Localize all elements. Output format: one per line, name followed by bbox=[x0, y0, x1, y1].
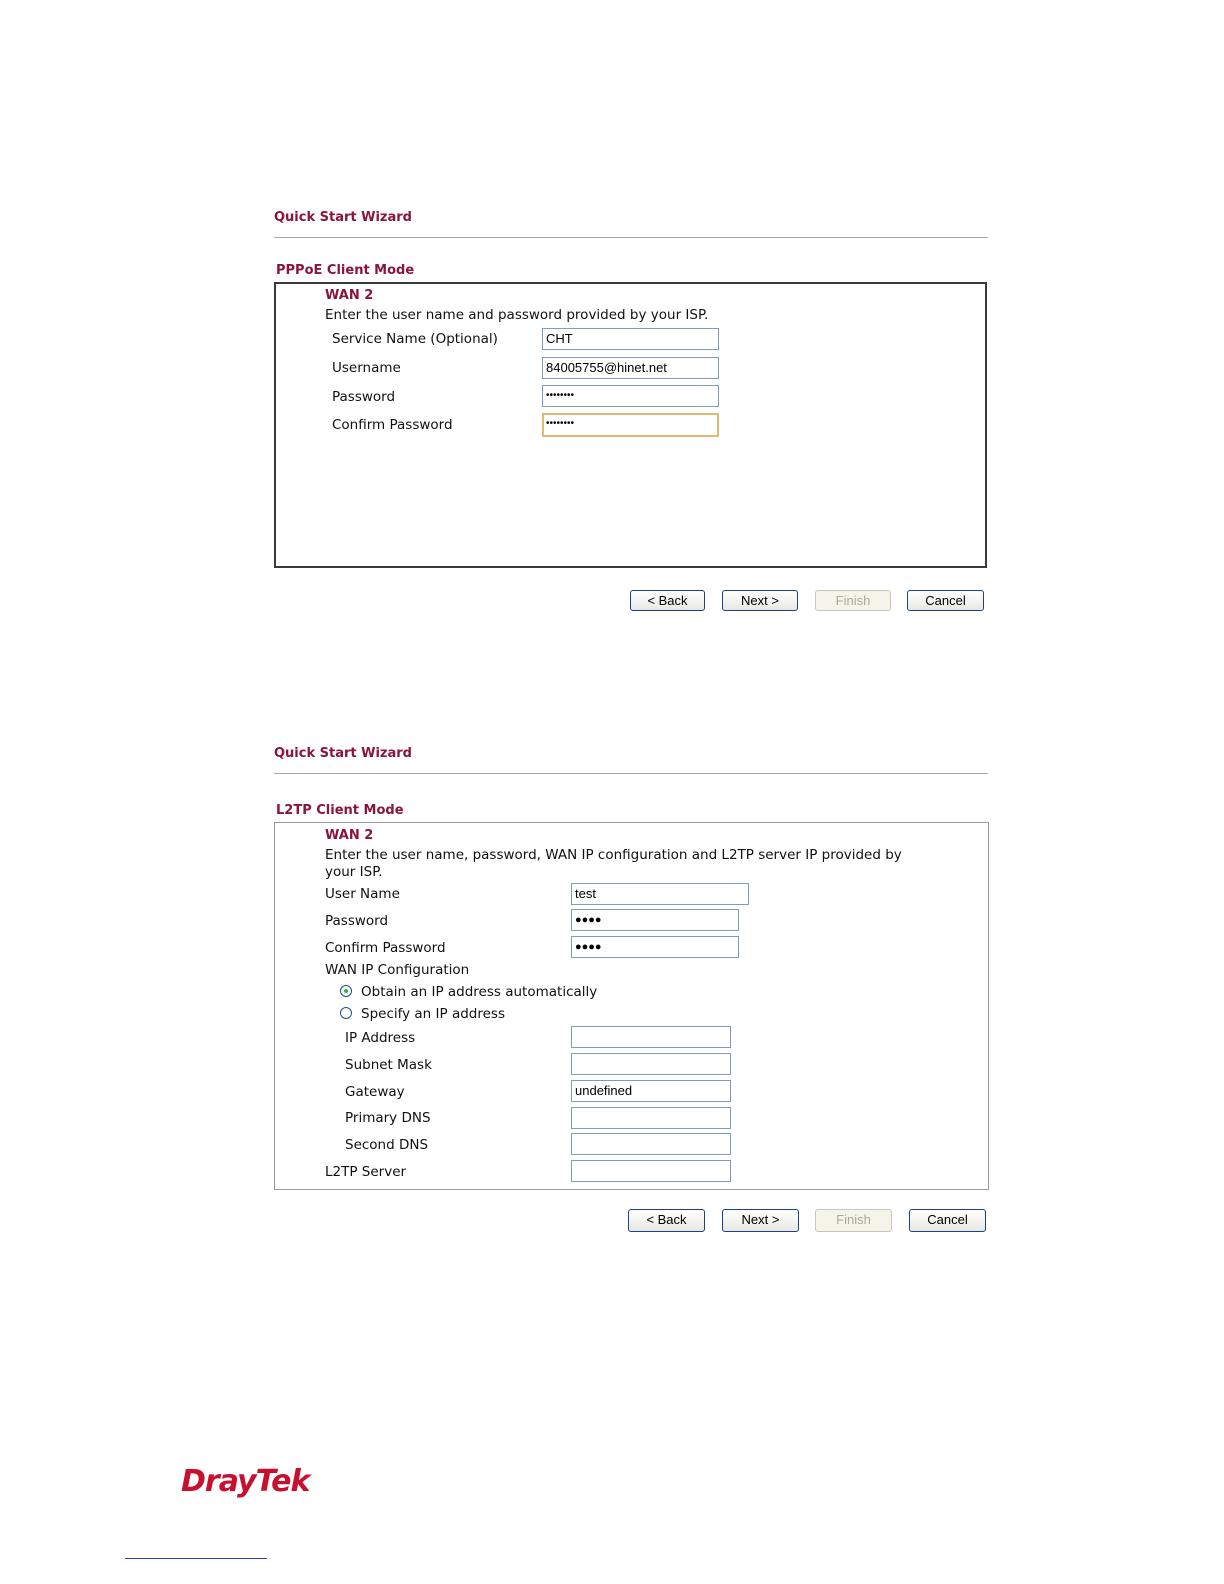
finish-button[interactable]: Finish bbox=[815, 1209, 892, 1232]
footer-divider bbox=[125, 1558, 267, 1559]
primary-dns-input[interactable] bbox=[571, 1107, 731, 1129]
cancel-button[interactable]: Cancel bbox=[909, 1209, 986, 1232]
subnet-mask-label: Subnet Mask bbox=[345, 1057, 432, 1073]
instruction-text: Enter the user name and password provided by your ISP. bbox=[325, 307, 709, 323]
username-input[interactable]: 84005755@hinet.net bbox=[542, 357, 719, 379]
ip-address-label: IP Address bbox=[345, 1030, 416, 1046]
wizard-title: Quick Start Wizard bbox=[274, 746, 412, 761]
second-dns-label: Second DNS bbox=[345, 1137, 429, 1153]
username-label: User Name bbox=[325, 886, 400, 902]
password-label: Password bbox=[325, 913, 389, 929]
ip-address-input[interactable] bbox=[571, 1026, 731, 1048]
primary-dns-label: Primary DNS bbox=[345, 1110, 431, 1126]
password-input[interactable]: ●●●● bbox=[571, 909, 739, 931]
password-input[interactable]: •••••••• bbox=[542, 385, 719, 407]
wizard-title: Quick Start Wizard bbox=[274, 210, 412, 225]
l2tp-server-label: L2TP Server bbox=[325, 1164, 407, 1180]
obtain-ip-label: Obtain an IP address automatically bbox=[361, 984, 598, 1000]
next-button[interactable]: Next > bbox=[722, 1209, 799, 1232]
subnet-mask-input[interactable] bbox=[571, 1053, 731, 1075]
wan-label: WAN 2 bbox=[325, 288, 374, 303]
confirm-password-label: Confirm Password bbox=[325, 940, 446, 956]
service-name-input[interactable]: CHT bbox=[542, 328, 719, 350]
instruction-text-2: your ISP. bbox=[325, 864, 383, 880]
finish-button[interactable]: Finish bbox=[815, 590, 891, 611]
draytek-logo: DrayTek bbox=[181, 1464, 310, 1499]
service-name-label: Service Name (Optional) bbox=[332, 331, 498, 347]
l2tp-server-input[interactable] bbox=[571, 1160, 731, 1182]
wan-ip-config-label: WAN IP Configuration bbox=[325, 962, 470, 978]
divider bbox=[274, 773, 988, 774]
instruction-text: Enter the user name, password, WAN IP configuration and L2TP server IP provided by bbox=[325, 847, 902, 863]
username-label: Username bbox=[332, 360, 401, 376]
confirm-password-label: Confirm Password bbox=[332, 417, 453, 433]
wan-label: WAN 2 bbox=[325, 828, 374, 843]
specify-ip-label: Specify an IP address bbox=[361, 1006, 505, 1022]
second-dns-input[interactable] bbox=[571, 1133, 731, 1155]
obtain-ip-radio[interactable] bbox=[340, 985, 352, 997]
specify-ip-radio[interactable] bbox=[340, 1007, 352, 1019]
mode-title: PPPoE Client Mode bbox=[276, 263, 415, 278]
gateway-label: Gateway bbox=[345, 1084, 405, 1100]
gateway-input[interactable]: undefined bbox=[571, 1080, 731, 1102]
password-label: Password bbox=[332, 389, 396, 405]
divider bbox=[274, 237, 988, 238]
next-button[interactable]: Next > bbox=[722, 590, 798, 611]
back-button[interactable]: < Back bbox=[630, 590, 705, 611]
confirm-password-input[interactable]: •••••••• bbox=[542, 413, 719, 437]
confirm-password-input[interactable]: ●●●● bbox=[571, 936, 739, 958]
username-input[interactable]: test bbox=[571, 883, 749, 905]
cancel-button[interactable]: Cancel bbox=[907, 590, 984, 611]
mode-title: L2TP Client Mode bbox=[276, 803, 404, 818]
back-button[interactable]: < Back bbox=[628, 1209, 705, 1232]
